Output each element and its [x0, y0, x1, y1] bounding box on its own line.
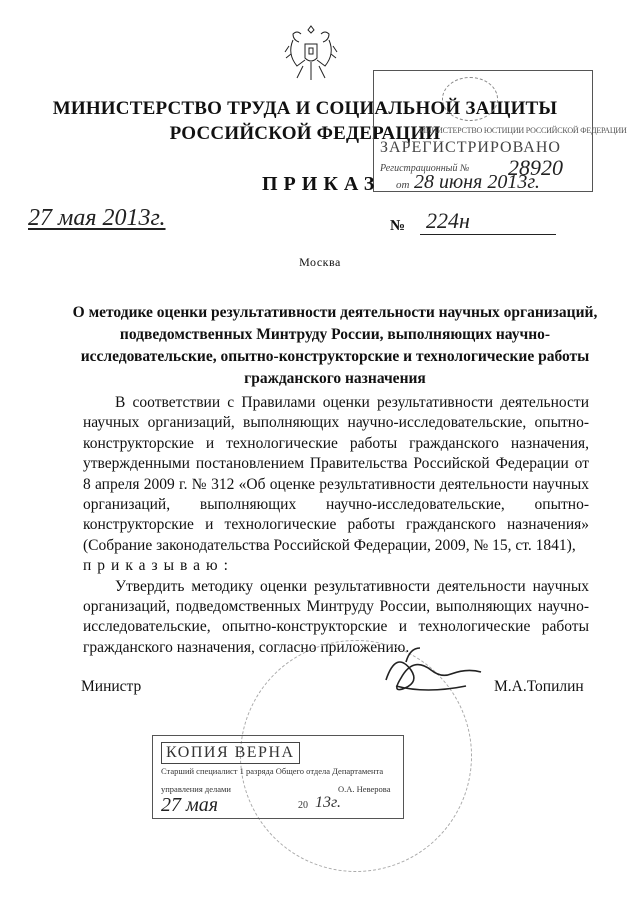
document-type: ПРИКАЗ	[262, 173, 381, 195]
reg-number: 28920	[508, 155, 563, 180]
signatory-name: М.А.Топилин	[494, 678, 584, 695]
registration-stamp	[373, 70, 627, 193]
reg-date-prefix: от	[396, 179, 410, 191]
reg-stamp-header: МИНИСТЕРСТВО ЮСТИЦИИ РОССИЙСКОЙ ФЕДЕРАЦИИ	[419, 126, 627, 135]
copy-stamp-department: управления делами	[161, 784, 231, 794]
signatory-title: Министр	[81, 678, 142, 695]
body-paragraph-1: В соответствии с Правилами оценки результативности деятельности научных организаций, выполняющих научно-исследовательские, опытно-конструкторские и технологические работы гражданского назначения, утвержденными постановлением Правительства Российской Федерации от 8 апреля 2009 г. № 312 «Об оценке результативности деятельности научных организаций, выполняющих научно-исследовательские, опытно-конструкторские и технологические работы гражданского назначения» (Собрание законодательства Российской Федерации, 2009, № 15, ст. 1841),	[83, 394, 589, 554]
copy-certified-stamp	[152, 735, 404, 819]
order-number-sign: №	[390, 218, 406, 234]
order-number: 224н	[420, 208, 556, 235]
copy-stamp-position: Старший специалист 1 разряда Общего отдела Департамента	[161, 766, 384, 776]
body-paragraph-2: Утвердить методику оценки результативности деятельности научных организаций, подведомственных Минтруду России, выполняющих научно-исследовательские, опытно-конструкторские и технологические работы гражданского назначения, согласно приложению.	[83, 577, 589, 656]
copy-stamp-year-prefix: 20	[298, 800, 308, 811]
stamp-emblem-icon	[442, 77, 498, 121]
order-word: приказываю:	[83, 557, 234, 575]
ministry-line-2: РОССИЙСКОЙ ФЕДЕРАЦИИ	[169, 123, 441, 144]
order-date: 27 мая 2013г.	[28, 205, 166, 231]
order-city: Москва	[299, 255, 341, 269]
handwritten-signature	[376, 640, 496, 710]
order-body	[83, 393, 589, 658]
reg-date: 28 июня 2013г.	[414, 171, 540, 193]
reg-stamp-title: ЗАРЕГИСТРИРОВАНО	[380, 139, 561, 156]
reg-number-label: Регистрационный №	[380, 163, 470, 174]
copy-stamp-signer: О.А. Неверова	[338, 784, 391, 794]
copy-stamp-year: 13г.	[315, 794, 342, 811]
ministry-line-1: МИНИСТЕРСТВО ТРУДА И СОЦИАЛЬНОЙ ЗАЩИТЫ	[52, 98, 558, 119]
coat-of-arms-icon	[283, 22, 339, 84]
copy-stamp-title: КОПИЯ ВЕРНА	[161, 742, 300, 764]
order-subject: О методике оценки результативности деятельности научных организаций, подведомственных Минтруду России, выполняющих научно-исследовательские, опытно-конструкторские и технологические работы гражданского назначения	[72, 304, 598, 387]
copy-stamp-date: 27 мая	[161, 794, 219, 816]
